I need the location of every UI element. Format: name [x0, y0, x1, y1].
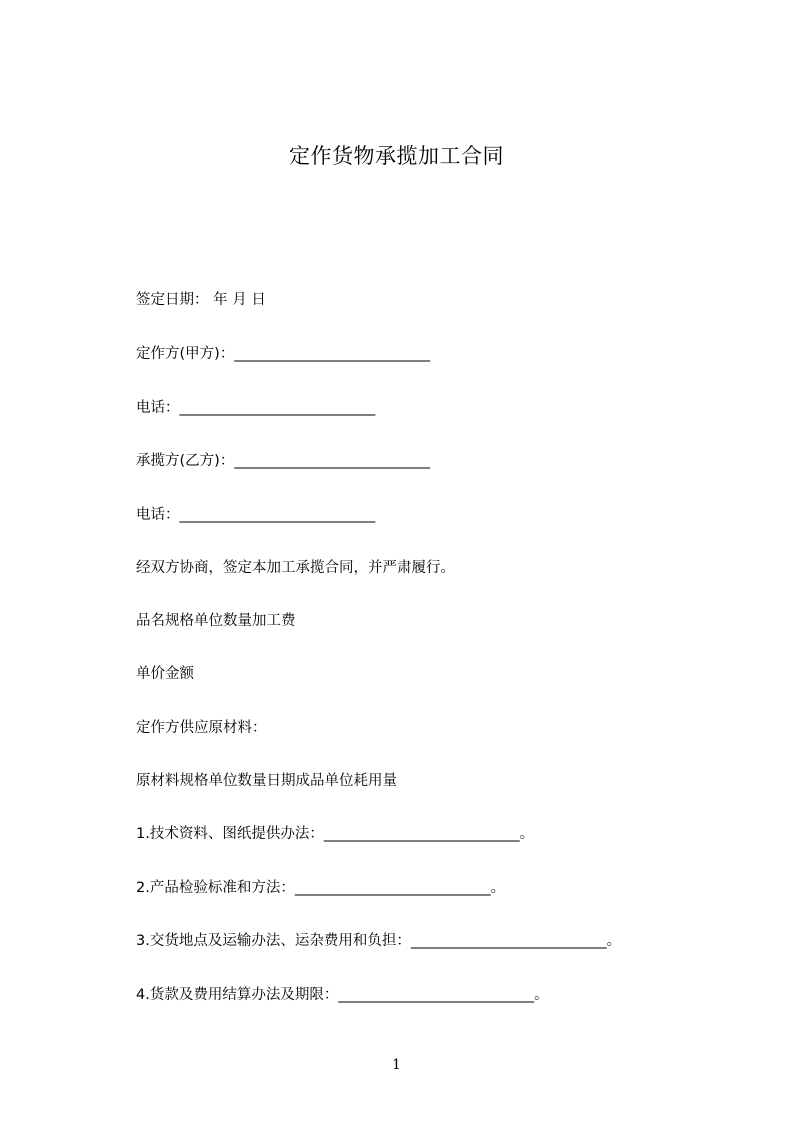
clause-1: 1.技术资料、图纸提供办法：___________________________。 — [136, 826, 535, 842]
party-a-line: 定作方(甲方)：___________________________ — [136, 346, 431, 362]
price-header: 单价金额 — [136, 666, 194, 682]
raw-material-table-header: 原材料规格单位数量日期成品单位耗用量 — [136, 773, 397, 789]
party-a-phone-line: 电话：___________________________ — [136, 400, 376, 416]
document-title: 定作货物承揽加工合同 — [289, 144, 504, 168]
raw-material-heading: 定作方供应原材料： — [136, 720, 267, 736]
clause-4: 4.货款及费用结算办法及期限：___________________________。 — [136, 987, 549, 1003]
signing-date-line: 签定日期： 年 月 日 — [136, 292, 266, 308]
page-number: 1 — [392, 1057, 401, 1073]
clause-3: 3.交货地点及运输办法、运杂费用和负担：___________________________。 — [136, 933, 622, 949]
product-table-header: 品名规格单位数量加工费 — [136, 613, 296, 629]
agreement-statement: 经双方协商，签定本加工承揽合同，并严肃履行。 — [136, 560, 455, 576]
clause-2: 2.产品检验标准和方法：___________________________。 — [136, 880, 506, 896]
party-b-phone-line: 电话：___________________________ — [136, 507, 376, 523]
party-b-line: 承揽方(乙方)：___________________________ — [136, 453, 431, 469]
